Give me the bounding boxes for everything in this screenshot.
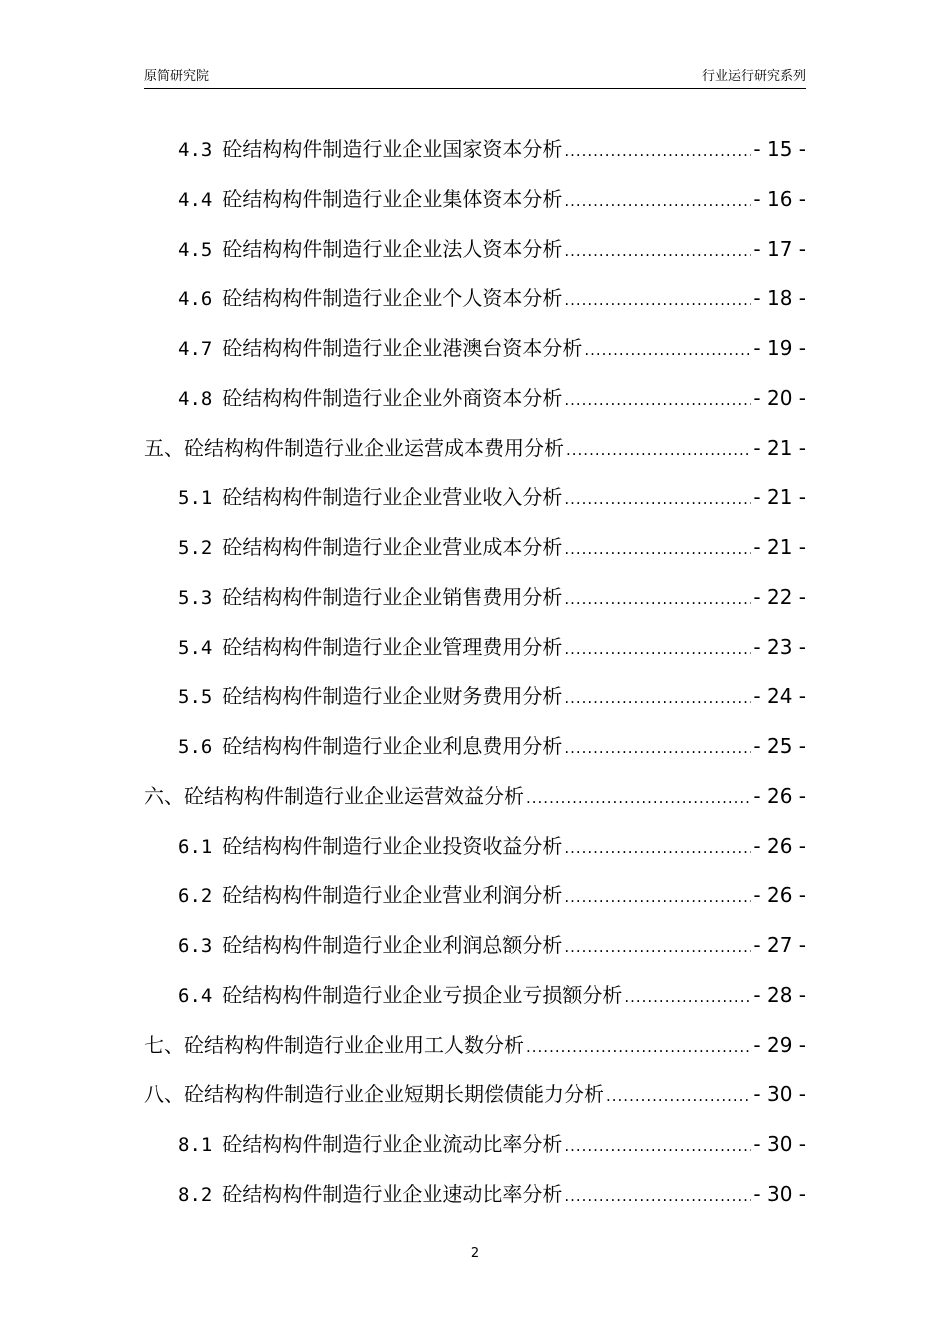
toc-entry[interactable] xyxy=(144,573,806,623)
toc-entry-title: 砼结构构件制造行业企业速动比率分析 xyxy=(222,1181,563,1206)
toc-entry[interactable] xyxy=(144,822,806,872)
toc-entry[interactable] xyxy=(144,274,806,324)
toc-leader-dots xyxy=(564,1172,751,1222)
toc-leader-dots xyxy=(584,326,751,376)
toc-entry-title: 砼结构构件制造行业企业利润总额分析 xyxy=(222,933,563,957)
toc-entry[interactable] xyxy=(144,623,806,673)
toc-entry-title: 砼结构构件制造行业企业国家资本分析 xyxy=(222,137,563,161)
toc-entry-page: - 22 - xyxy=(753,584,806,609)
toc-entry-title: 砼结构构件制造行业企业财务费用分析 xyxy=(222,684,563,709)
toc-entry[interactable] xyxy=(144,424,806,474)
toc-entry-page: - 26 - xyxy=(753,883,806,908)
page-header xyxy=(144,68,806,89)
toc-entry-title: 砼结构构件制造行业企业管理费用分析 xyxy=(222,634,563,659)
toc-leader-dots xyxy=(564,625,751,675)
header-series: 行业运行研究系列 xyxy=(701,69,806,84)
toc-entry-page: - 21 - xyxy=(753,435,806,460)
toc-entry[interactable] xyxy=(144,672,806,722)
toc-entry-number: 6.4 xyxy=(178,984,213,1007)
toc-leader-dots xyxy=(606,1072,751,1122)
toc-entry-title: 砼结构构件制造行业企业营业成本分析 xyxy=(222,535,563,559)
toc-entry-title: 七、砼结构构件制造行业企业用工人数分析 xyxy=(144,1032,524,1057)
page-number: 2 xyxy=(470,1246,480,1261)
toc-entry-title: 砼结构构件制造行业企业营业收入分析 xyxy=(222,485,563,510)
toc-entry[interactable] xyxy=(144,722,806,772)
toc-leader-dots xyxy=(564,475,751,525)
toc-entry-number: 6.1 xyxy=(178,835,213,858)
toc-entry-number: 4.5 xyxy=(178,238,213,261)
toc-entry-number: 5.2 xyxy=(178,537,213,559)
toc-entry[interactable] xyxy=(144,1021,806,1071)
toc-entry-page: - 18 - xyxy=(753,286,806,311)
toc-entry[interactable] xyxy=(144,473,806,523)
toc-entry[interactable] xyxy=(144,1170,806,1220)
toc-entry-number: 5.5 xyxy=(178,686,213,709)
toc-entry[interactable] xyxy=(144,772,806,822)
toc-entry-page: - 26 - xyxy=(753,783,806,808)
toc-entry-number: 5.6 xyxy=(178,736,213,758)
toc-entry-page: - 20 - xyxy=(753,385,806,410)
toc-entry[interactable] xyxy=(144,125,806,175)
toc-entry-title: 砼结构构件制造行业企业流动比率分析 xyxy=(222,1132,563,1156)
toc-entry-page: - 17 - xyxy=(753,236,806,261)
toc-leader-dots xyxy=(564,525,751,575)
toc-entry-page: - 25 - xyxy=(753,734,806,758)
toc-leader-dots xyxy=(564,1122,751,1172)
toc-entry[interactable] xyxy=(144,374,806,424)
header-publisher: 原简研究院 xyxy=(144,69,210,84)
toc-entry[interactable] xyxy=(144,1120,806,1170)
toc-entry-title: 砼结构构件制造行业企业法人资本分析 xyxy=(222,236,563,261)
toc-entry-number: 4.7 xyxy=(178,338,213,360)
toc-leader-dots xyxy=(564,724,751,774)
toc-entry-number: 4.4 xyxy=(178,188,213,211)
toc-entry-title: 砼结构构件制造行业企业外商资本分析 xyxy=(222,385,563,410)
toc-entry-title: 砼结构构件制造行业企业销售费用分析 xyxy=(222,584,563,609)
toc-entry-page: - 19 - xyxy=(753,336,806,360)
toc-entry-page: - 15 - xyxy=(753,137,806,161)
toc-leader-dots xyxy=(564,575,751,625)
toc-entry-page: - 28 - xyxy=(753,982,806,1007)
toc-leader-dots xyxy=(564,824,751,874)
toc-entry[interactable] xyxy=(144,921,806,971)
toc-entry-title: 砼结构构件制造行业企业个人资本分析 xyxy=(222,286,563,311)
toc-entry[interactable] xyxy=(144,523,806,573)
toc-entry-title: 砼结构构件制造行业企业集体资本分析 xyxy=(222,186,563,211)
toc-entry-page: - 30 - xyxy=(753,1181,806,1206)
toc-leader-dots xyxy=(526,774,751,824)
toc-leader-dots xyxy=(566,426,751,476)
toc-entry-number: 5.3 xyxy=(178,586,213,609)
toc-entry[interactable] xyxy=(144,324,806,374)
toc-leader-dots xyxy=(526,1023,751,1073)
toc-entry-number: 6.2 xyxy=(178,885,213,908)
toc-entry-title: 五、砼结构构件制造行业企业运营成本费用分析 xyxy=(144,435,564,460)
toc-entry-page: - 21 - xyxy=(753,485,806,510)
toc-leader-dots xyxy=(564,227,751,277)
toc-entry-number: 8.2 xyxy=(178,1183,213,1206)
toc-entry-number: 8.1 xyxy=(178,1134,213,1156)
toc-entry[interactable] xyxy=(144,871,806,921)
toc-entry-title: 砼结构构件制造行业企业港澳台资本分析 xyxy=(222,336,583,360)
toc-entry-page: - 26 - xyxy=(753,833,806,858)
toc-entry-page: - 30 - xyxy=(753,1082,806,1107)
toc-entry[interactable] xyxy=(144,1070,806,1120)
toc-leader-dots xyxy=(624,973,751,1023)
toc-entry-page: - 27 - xyxy=(753,933,806,957)
toc-entry-number: 5.4 xyxy=(178,636,213,659)
toc-leader-dots xyxy=(564,127,751,177)
toc-entry-number: 4.8 xyxy=(178,387,213,410)
toc-leader-dots xyxy=(564,376,751,426)
toc-entry-title: 砼结构构件制造行业企业利息费用分析 xyxy=(222,734,563,758)
toc-entry-number: 4.6 xyxy=(178,288,213,311)
toc-entry[interactable] xyxy=(144,175,806,225)
toc-leader-dots xyxy=(564,923,751,973)
toc-leader-dots xyxy=(564,873,751,923)
toc-entry-number: 6.3 xyxy=(178,935,213,957)
toc-entry-title: 砼结构构件制造行业企业亏损企业亏损额分析 xyxy=(222,982,623,1007)
toc-leader-dots xyxy=(564,276,751,326)
toc-entry-number: 4.3 xyxy=(178,139,213,161)
toc-entry-page: - 29 - xyxy=(753,1032,806,1057)
toc-entry-page: - 16 - xyxy=(753,186,806,211)
toc-entry-title: 八、砼结构构件制造行业企业短期长期偿债能力分析 xyxy=(144,1082,604,1107)
toc-entry[interactable] xyxy=(144,971,806,1021)
toc-entry[interactable] xyxy=(144,225,806,275)
toc-leader-dots xyxy=(564,177,751,227)
toc-entry-number: 5.1 xyxy=(178,487,213,510)
toc-entry-page: - 21 - xyxy=(753,535,806,559)
toc-entry-page: - 24 - xyxy=(753,684,806,709)
table-of-contents xyxy=(144,125,806,1220)
toc-entry-title: 砼结构构件制造行业企业投资收益分析 xyxy=(222,833,563,858)
toc-entry-page: - 23 - xyxy=(753,634,806,659)
toc-entry-title: 砼结构构件制造行业企业营业利润分析 xyxy=(222,883,563,908)
toc-entry-title: 六、砼结构构件制造行业企业运营效益分析 xyxy=(144,783,524,808)
toc-entry-page: - 30 - xyxy=(753,1132,806,1156)
toc-leader-dots xyxy=(564,674,751,724)
